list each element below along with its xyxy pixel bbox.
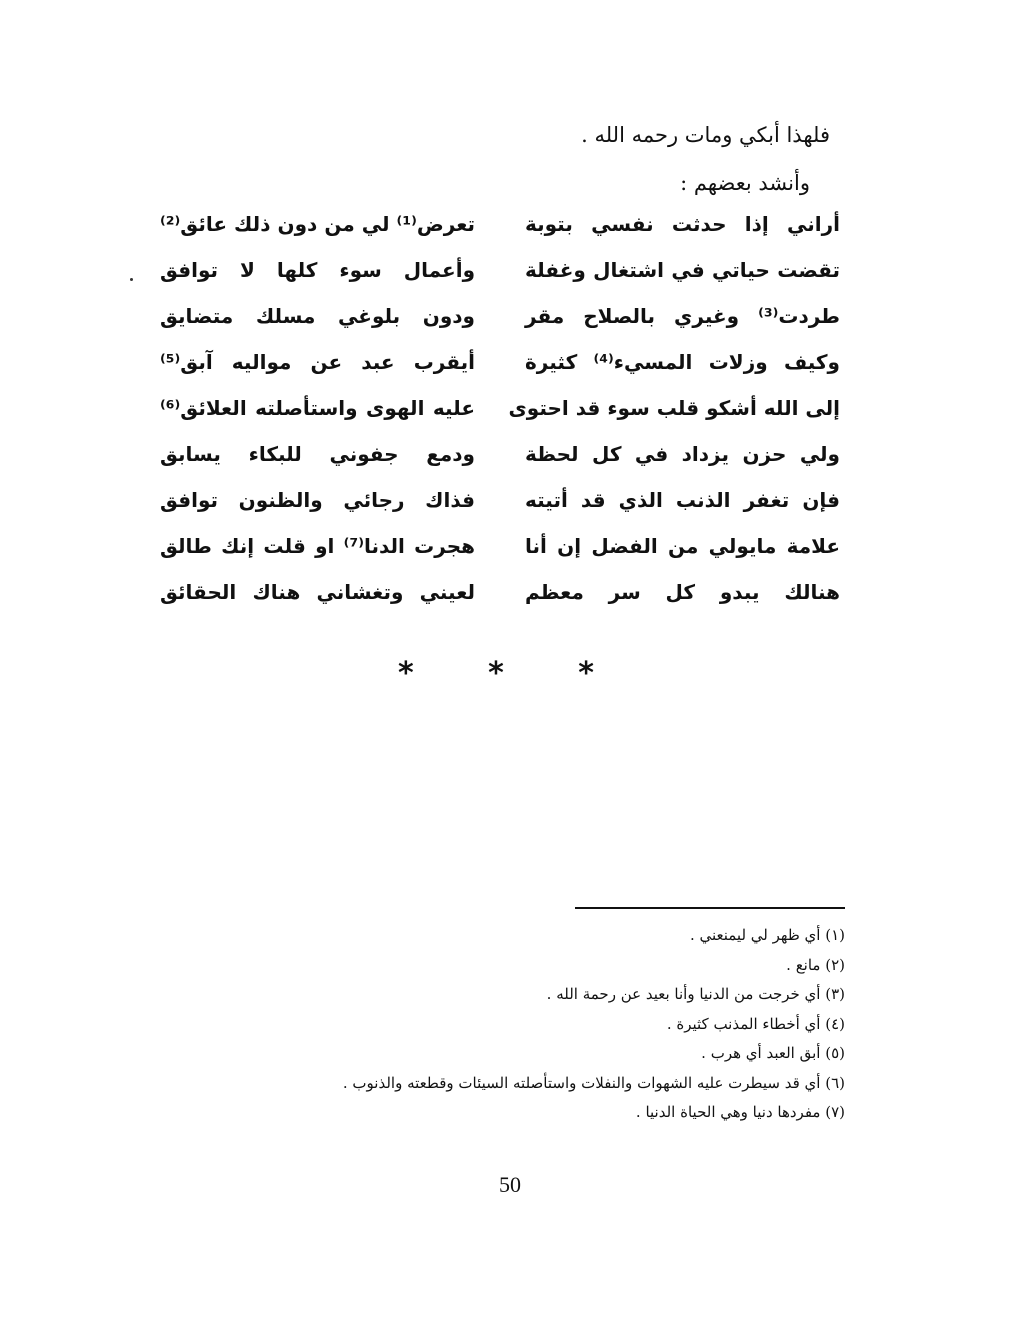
verse-first-hemistich: طردت⁽³⁾ وغيري بالصلاح مقر (525, 304, 840, 328)
verse-second-hemistich: ودمع جفوني للبكاء يسابق (160, 442, 475, 466)
footnote-4: (٤) أي أخطاء المذنب كثيرة . (666, 1014, 845, 1033)
footnote-1: (١) أي ظهر لي ليمنعني . (689, 926, 845, 944)
verse-first-hemistich: أراني إذا حدثت نفسي بتوبة (525, 212, 840, 236)
verse-first-hemistich: وكيف وزلات المسيء⁽⁴⁾ كثيرة (525, 350, 840, 374)
footnotes (343, 926, 845, 1133)
footnote-3: (٣) أي خرجت من الدنيا وأنا بعيد عن رحمة الله . (546, 985, 845, 1003)
verse-first-hemistich: فإن تغفر الذنب الذي قد أتيته (525, 488, 840, 512)
verse-1 (150, 212, 840, 258)
verse-second-hemistich: وأعمال سوء كلها لا توافق (160, 258, 475, 282)
intro-line-1: فلهذا أبكي ومات رحمه الله . (581, 123, 830, 147)
footnote-6: (٦) أي قد سيطرت عليه الشهوات والنفلات واستأصلته السيئات وقطعته والذنوب . (342, 1073, 845, 1092)
asterisk-icon: * (578, 656, 594, 691)
page-number: 50 (499, 1172, 521, 1197)
verse-second-hemistich: عليه الهوى واستأصلته العلائق⁽⁶⁾ (160, 396, 475, 420)
verse-6 (150, 442, 840, 488)
verse-second-hemistich: هجرت الدنا⁽⁷⁾ او قلت إنك طالق (160, 534, 475, 558)
verse-second-hemistich: أيقرب عبد عن مواليه آبق⁽⁵⁾ (160, 350, 475, 374)
verse-first-hemistich: هنالك يبدو كل سر معظم (525, 580, 840, 604)
verse-second-hemistich: ودون بلوغي مسلك متضايق (160, 304, 475, 328)
verse-5 (150, 396, 840, 442)
verse-2 (150, 258, 840, 304)
footnote-rule (575, 907, 845, 909)
verse-first-hemistich: تقضت حياتي في اشتغال وغفلة (525, 258, 840, 282)
section-separator (398, 656, 594, 691)
verse-second-hemistich: فذاك رجائي والظنون توافق (160, 488, 475, 512)
verse-8 (150, 534, 840, 580)
asterisk-icon: * (398, 656, 414, 691)
verse-second-hemistich: تعرض⁽¹⁾ لي من دون ذلك عائق⁽²⁾ (160, 212, 475, 236)
verse-second-hemistich: لعيني وتغشاني هناك الحقائق (160, 580, 475, 604)
verse-7 (150, 488, 840, 534)
intro-line-2: وأنشد بعضهم : (680, 171, 810, 195)
footnote-2: (٢) مانع . (786, 955, 845, 974)
verse-9 (150, 580, 840, 626)
poem (150, 212, 840, 626)
verse-3 (150, 304, 840, 350)
asterisk-icon: * (488, 656, 504, 691)
stray-mark (130, 278, 133, 281)
verse-4 (150, 350, 840, 396)
verse-first-hemistich: ولي حزن يزداد في كل لحظة (525, 442, 840, 466)
verse-first-hemistich: علامة مايولي من الفضل إن أنا (525, 534, 840, 558)
footnote-7: (٧) مفردها دنيا وهي الحياة الدنيا . (635, 1103, 845, 1121)
footnote-5: (٥) أبق العبد أي هرب . (701, 1044, 845, 1062)
verse-first-hemistich: إلى الله أشكو قلب سوء قد احتوى (508, 396, 840, 420)
